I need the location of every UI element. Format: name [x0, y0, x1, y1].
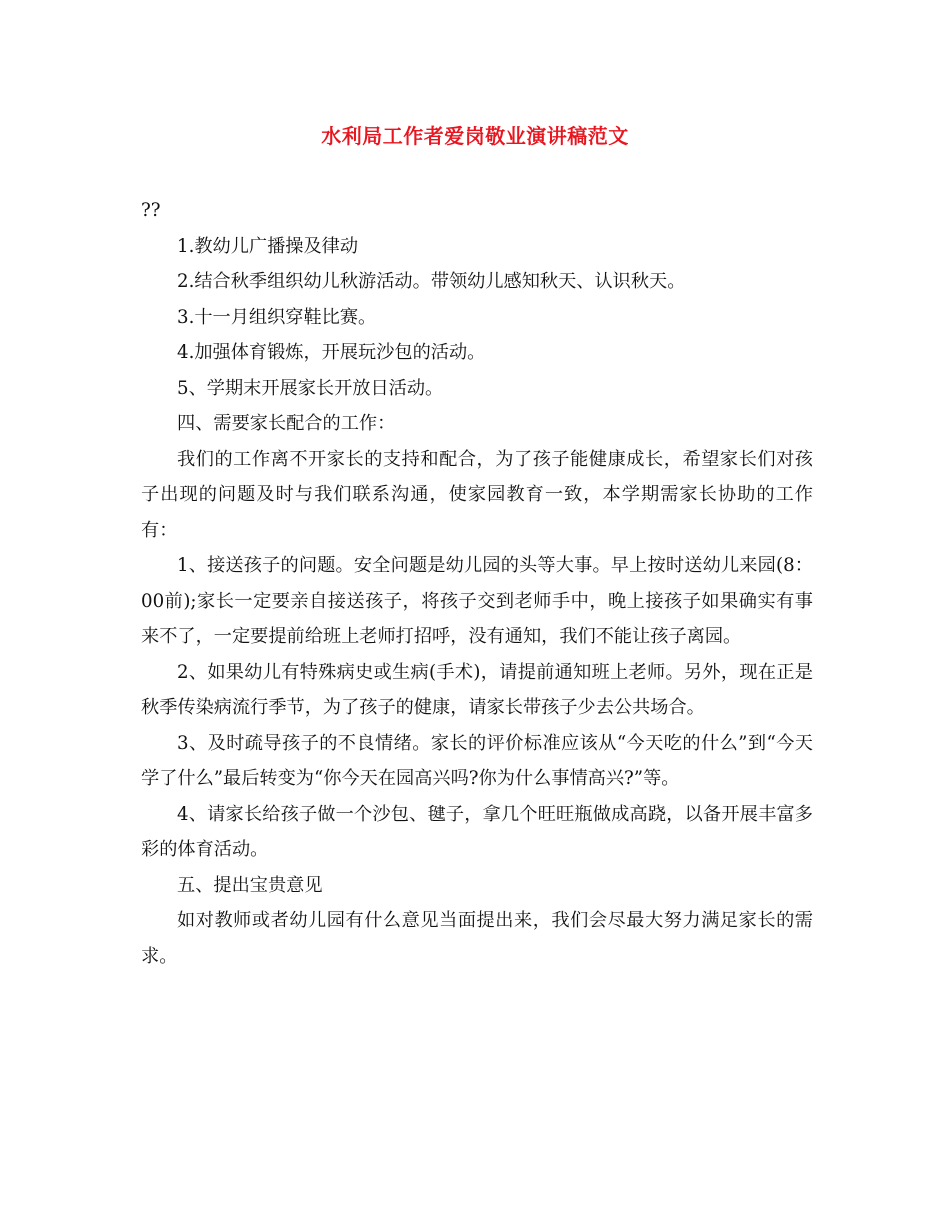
section-heading: 四、需要家长配合的工作： — [177, 413, 396, 434]
list-item: 1.教幼儿广播操及律动 — [177, 235, 359, 257]
paragraph: 1、接送孩子的问题。安全问题是幼儿园的头等大事。早上按时送幼儿来园(8：00前);家长一定要亲自接送孩子，将孩子交到老师手中，晚上接孩子如果确实有事来不了，一定要提前给班上老师打招呼，没有通知，我们不能让孩子离园。 — [141, 555, 813, 647]
paragraph: 3、及时疏导孩子的不良情绪。家长的评价标准应该从“今天吃的什么”到“今天学了什么”最后转变为“你今天在园高兴吗?你为什么事情高兴?”等。 — [141, 732, 813, 789]
list-item: 2.结合秋季组织幼儿秋游活动。带领幼儿感知秋天、认识秋天。 — [177, 271, 686, 292]
list-item: 4.加强体育锻炼，开展玩沙包的活动。 — [177, 342, 486, 363]
paragraph: 4、请家长给孩子做一个沙包、毽子，拿几个旺旺瓶做成高跷，以备开展丰富多彩的体育活动。 — [141, 803, 813, 860]
document-body — [141, 193, 813, 974]
section-heading: 五、提出宝贵意见 — [177, 874, 323, 896]
paragraph: 如对教师或者幼儿园有什么意见当面提出来，我们会尽最大努力满足家长的需求。 — [141, 910, 813, 967]
paragraph: 2、如果幼儿有特殊病史或生病(手术)，请提前通知班上老师。另外，现在正是秋季传染病流行季节，为了孩子的健康，请家长带孩子少去公共场合。 — [141, 661, 813, 718]
list-item: 5、学期末开展家长开放日活动。 — [177, 377, 444, 399]
document-title: 水利局工作者爱岗敬业演讲稿范文 — [321, 124, 629, 148]
paragraph: 我们的工作离不开家长的支持和配合，为了孩子能健康成长，希望家长们对孩子出现的问题及时与我们联系沟通，使家园教育一致，本学期需家长协助的工作有： — [141, 448, 813, 541]
paragraph-marker: ?? — [141, 200, 161, 221]
list-item: 3.十一月组织穿鞋比赛。 — [177, 306, 377, 328]
